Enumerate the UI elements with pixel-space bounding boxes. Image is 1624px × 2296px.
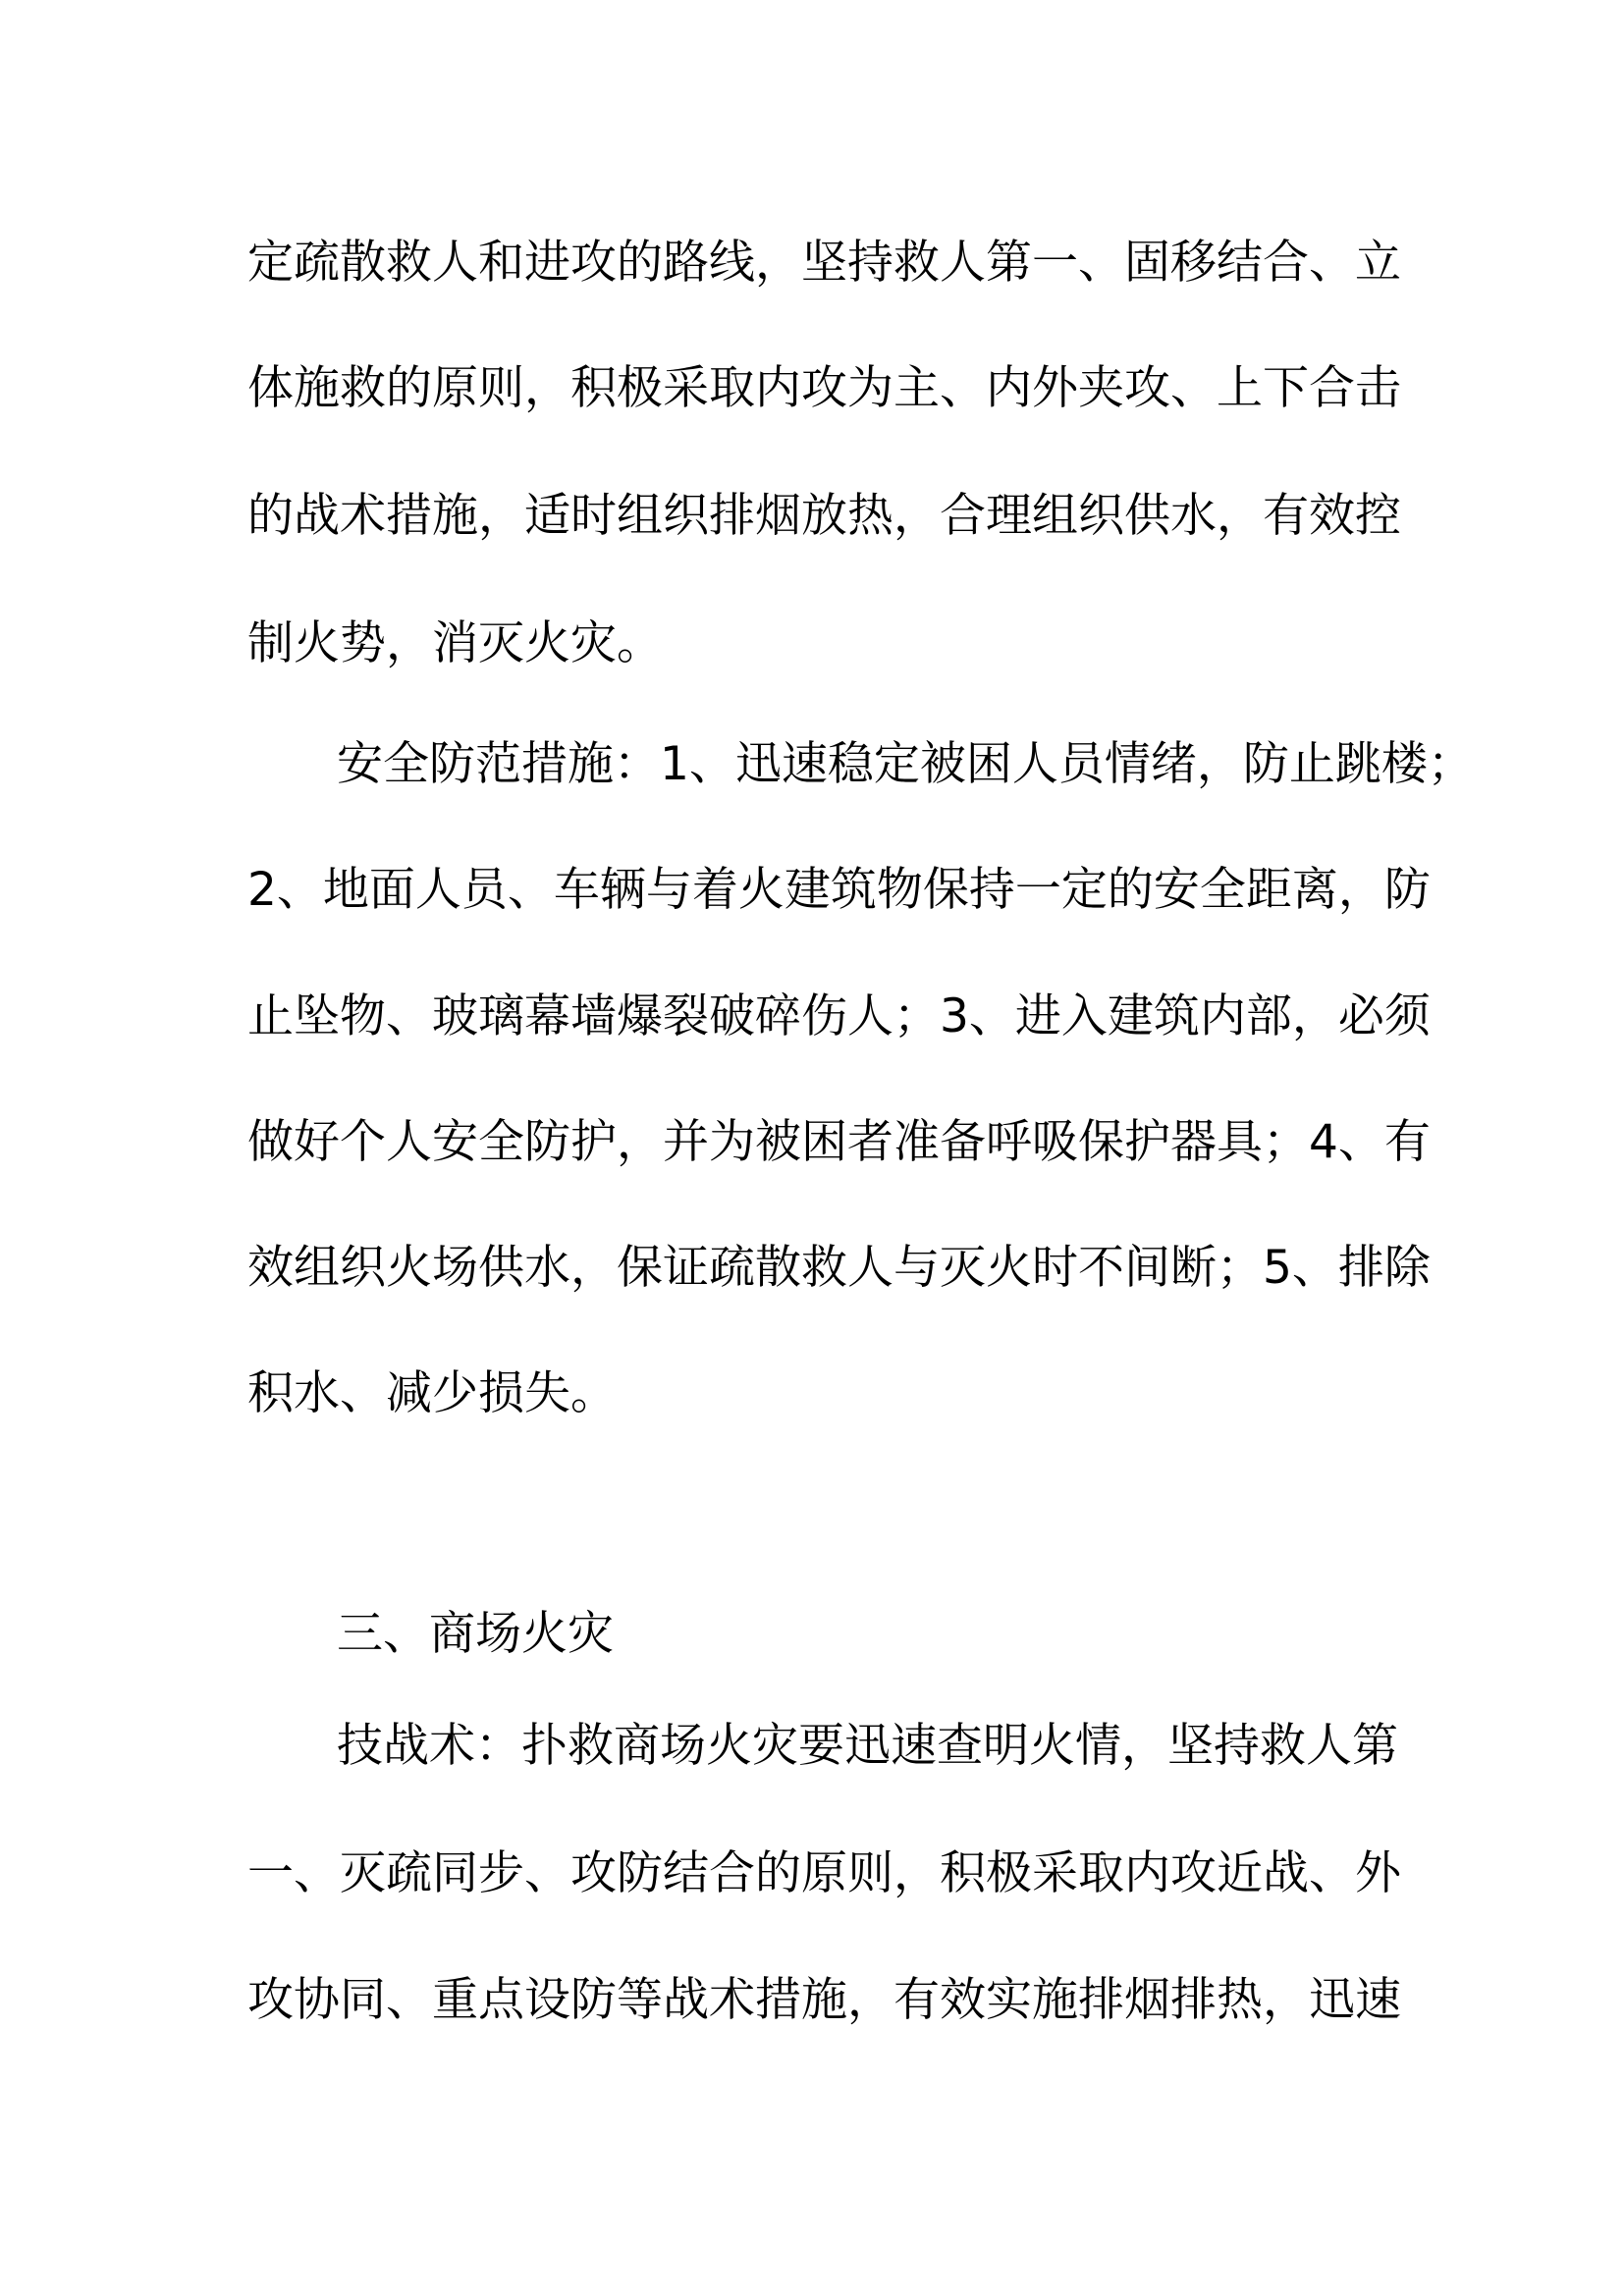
text-line: 做好个人安全防护，并为被困者准备呼吸保护器具；4、有 — [247, 1115, 1431, 1169]
text-line: 攻协同、重点设防等战术措施，有效实施排烟排热，迅速 — [247, 1973, 1401, 2027]
text-line: 2、地面人员、车辆与着火建筑物保持一定的安全距离，防 — [247, 863, 1431, 917]
text-line: 止坠物、玻璃幕墙爆裂破碎伤人；3、进入建筑内部，必须 — [247, 989, 1431, 1043]
section-heading: 三、商场火灾 — [337, 1607, 614, 1661]
text-line: 一、灭疏同步、攻防结合的原则，积极采取内攻近战、外 — [247, 1846, 1401, 1900]
text-line: 定疏散救人和进攻的路线，坚持救人第一、固移结合、立 — [247, 236, 1401, 290]
text-line: 效组织火场供水，保证疏散救人与灭火时不间断；5、排除 — [247, 1241, 1431, 1295]
text-line: 安全防范措施：1、迅速稳定被困人员情绪，防止跳楼； — [337, 737, 1474, 791]
text-line: 的战术措施，适时组织排烟放热，合理组织供水，有效控 — [247, 489, 1401, 543]
text-line: 制火势，消灭火灾。 — [247, 616, 663, 670]
text-line: 体施救的原则，积极采取内攻为主、内外夹攻、上下合击 — [247, 361, 1401, 415]
text-line: 技战术：扑救商场火灾要迅速查明火情，坚持救人第 — [337, 1719, 1398, 1773]
text-line: 积水、减少损失。 — [247, 1366, 617, 1420]
